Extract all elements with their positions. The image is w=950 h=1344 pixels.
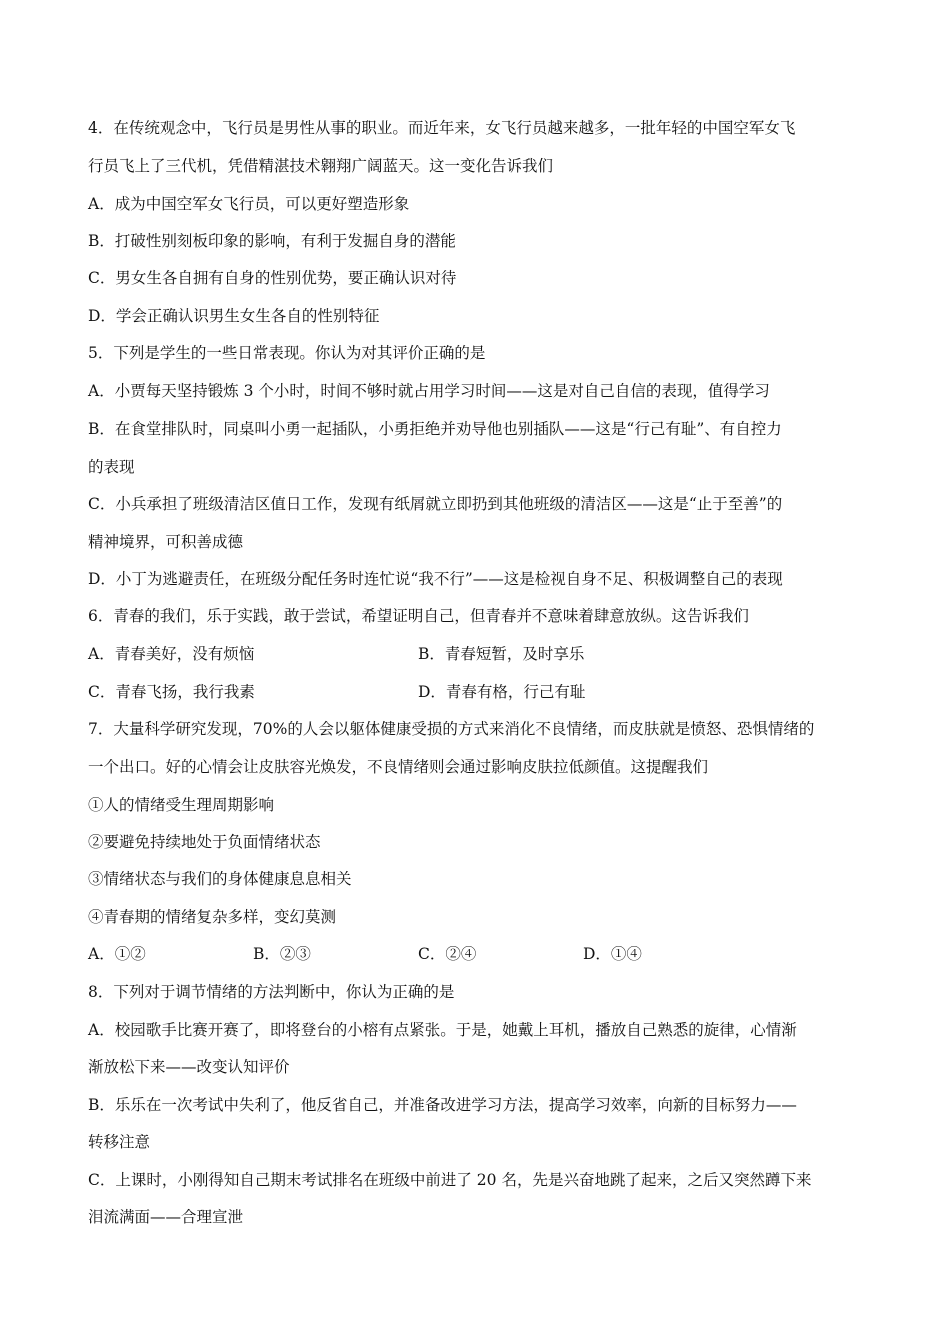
q5-option-c-line2: 精神境界，可积善成德 — [88, 533, 244, 551]
q7-item-2: ②要避免持续地处于负面情绪状态 — [88, 833, 321, 851]
q8-option-c-line2: 泪流满面——合理宣泄 — [88, 1208, 244, 1226]
q4-stem-line1: 4．在传统观念中，飞行员是男性从事的职业。而近年来，女飞行员越来越多，一批年轻的中国空军女飞 — [88, 119, 796, 137]
q7-item-4: ④青春期的情绪复杂多样，变幻莫测 — [88, 908, 337, 926]
q8-option-b-line2: 转移注意 — [88, 1133, 151, 1151]
q5-option-a: A．小贾每天坚持锻炼 3 个小时，时间不够时就占用学习时间——这是对自己自信的表现，值得学习 — [88, 382, 770, 400]
q8-option-c-line1: C．上课时，小刚得知自己期末考试排名在班级中前进了 20 名，先是兴奋地跳了起来，之后又突然蹲下来 — [88, 1171, 812, 1189]
q5-option-b-line1: B．在食堂排队时，同桌叫小勇一起插队，小勇拒绝并劝导他也别插队——这是“行己有耻”、有自控力 — [88, 420, 782, 438]
q8-option-a-line1: A．校园歌手比赛开赛了，即将登台的小榕有点紧张。于是，她戴上耳机，播放自己熟悉的旋律，心情渐 — [88, 1021, 797, 1039]
q5-option-b-line2: 的表现 — [88, 458, 135, 476]
q7-option-a: A．①② — [88, 945, 146, 963]
q7-stem-line2: 一个出口。好的心情会让皮肤容光焕发，不良情绪则会通过影响皮肤拉低颜值。这提醒我们 — [88, 758, 709, 776]
q4-option-a: A．成为中国空军女飞行员，可以更好塑造形象 — [88, 195, 410, 213]
q4-option-c: C．男女生各自拥有自身的性别优势，要正确认识对待 — [88, 269, 457, 287]
q6-stem: 6．青春的我们，乐于实践，敢于尝试，希望证明自己，但青春并不意味着肆意放纵。这告诉我们 — [88, 607, 749, 625]
q5-option-d: D．小丁为逃避责任，在班级分配任务时连忙说“我不行”——这是检视自身不足、积极调整自己的表现 — [88, 570, 783, 588]
q4-stem-line2: 行员飞上了三代机，凭借精湛技术翱翔广阔蓝天。这一变化告诉我们 — [88, 157, 554, 175]
q7-option-d: D．①④ — [583, 945, 642, 963]
q7-item-1: ①人的情绪受生理周期影响 — [88, 796, 275, 814]
q8-option-b-line1: B．乐乐在一次考试中失利了，他反省自己，并准备改进学习方法，提高学习效率，向新的目标努力—— — [88, 1096, 797, 1114]
q8-option-a-line2: 渐放松下来——改变认知评价 — [88, 1058, 290, 1076]
q4-option-b: B．打破性别刻板印象的影响，有利于发掘自身的潜能 — [88, 232, 456, 250]
q7-stem-line1: 7．大量科学研究发现，70%的人会以躯体健康受损的方式来消化不良情绪，而皮肤就是愤怒、恐惧情绪的 — [88, 720, 815, 738]
q6-option-b: B．青春短暂，及时享乐 — [418, 645, 585, 663]
q5-stem: 5．下列是学生的一些日常表现。你认为对其评价正确的是 — [88, 344, 486, 362]
q6-option-c: C．青春飞扬，我行我素 — [88, 683, 255, 701]
q4-option-d: D．学会正确认识男生女生各自的性别特征 — [88, 307, 380, 325]
q5-option-c-line1: C．小兵承担了班级清洁区值日工作，发现有纸屑就立即扔到其他班级的清洁区——这是“止于至善”的 — [88, 495, 783, 513]
q7-option-b: B．②③ — [253, 945, 311, 963]
q6-option-a: A．青春美好，没有烦恼 — [88, 645, 255, 663]
q7-option-c: C．②④ — [418, 945, 477, 963]
q6-option-d: D．青春有格，行己有耻 — [418, 683, 586, 701]
q7-item-3: ③情绪状态与我们的身体健康息息相关 — [88, 870, 352, 888]
q8-stem: 8．下列对于调节情绪的方法判断中，你认为正确的是 — [88, 983, 455, 1001]
